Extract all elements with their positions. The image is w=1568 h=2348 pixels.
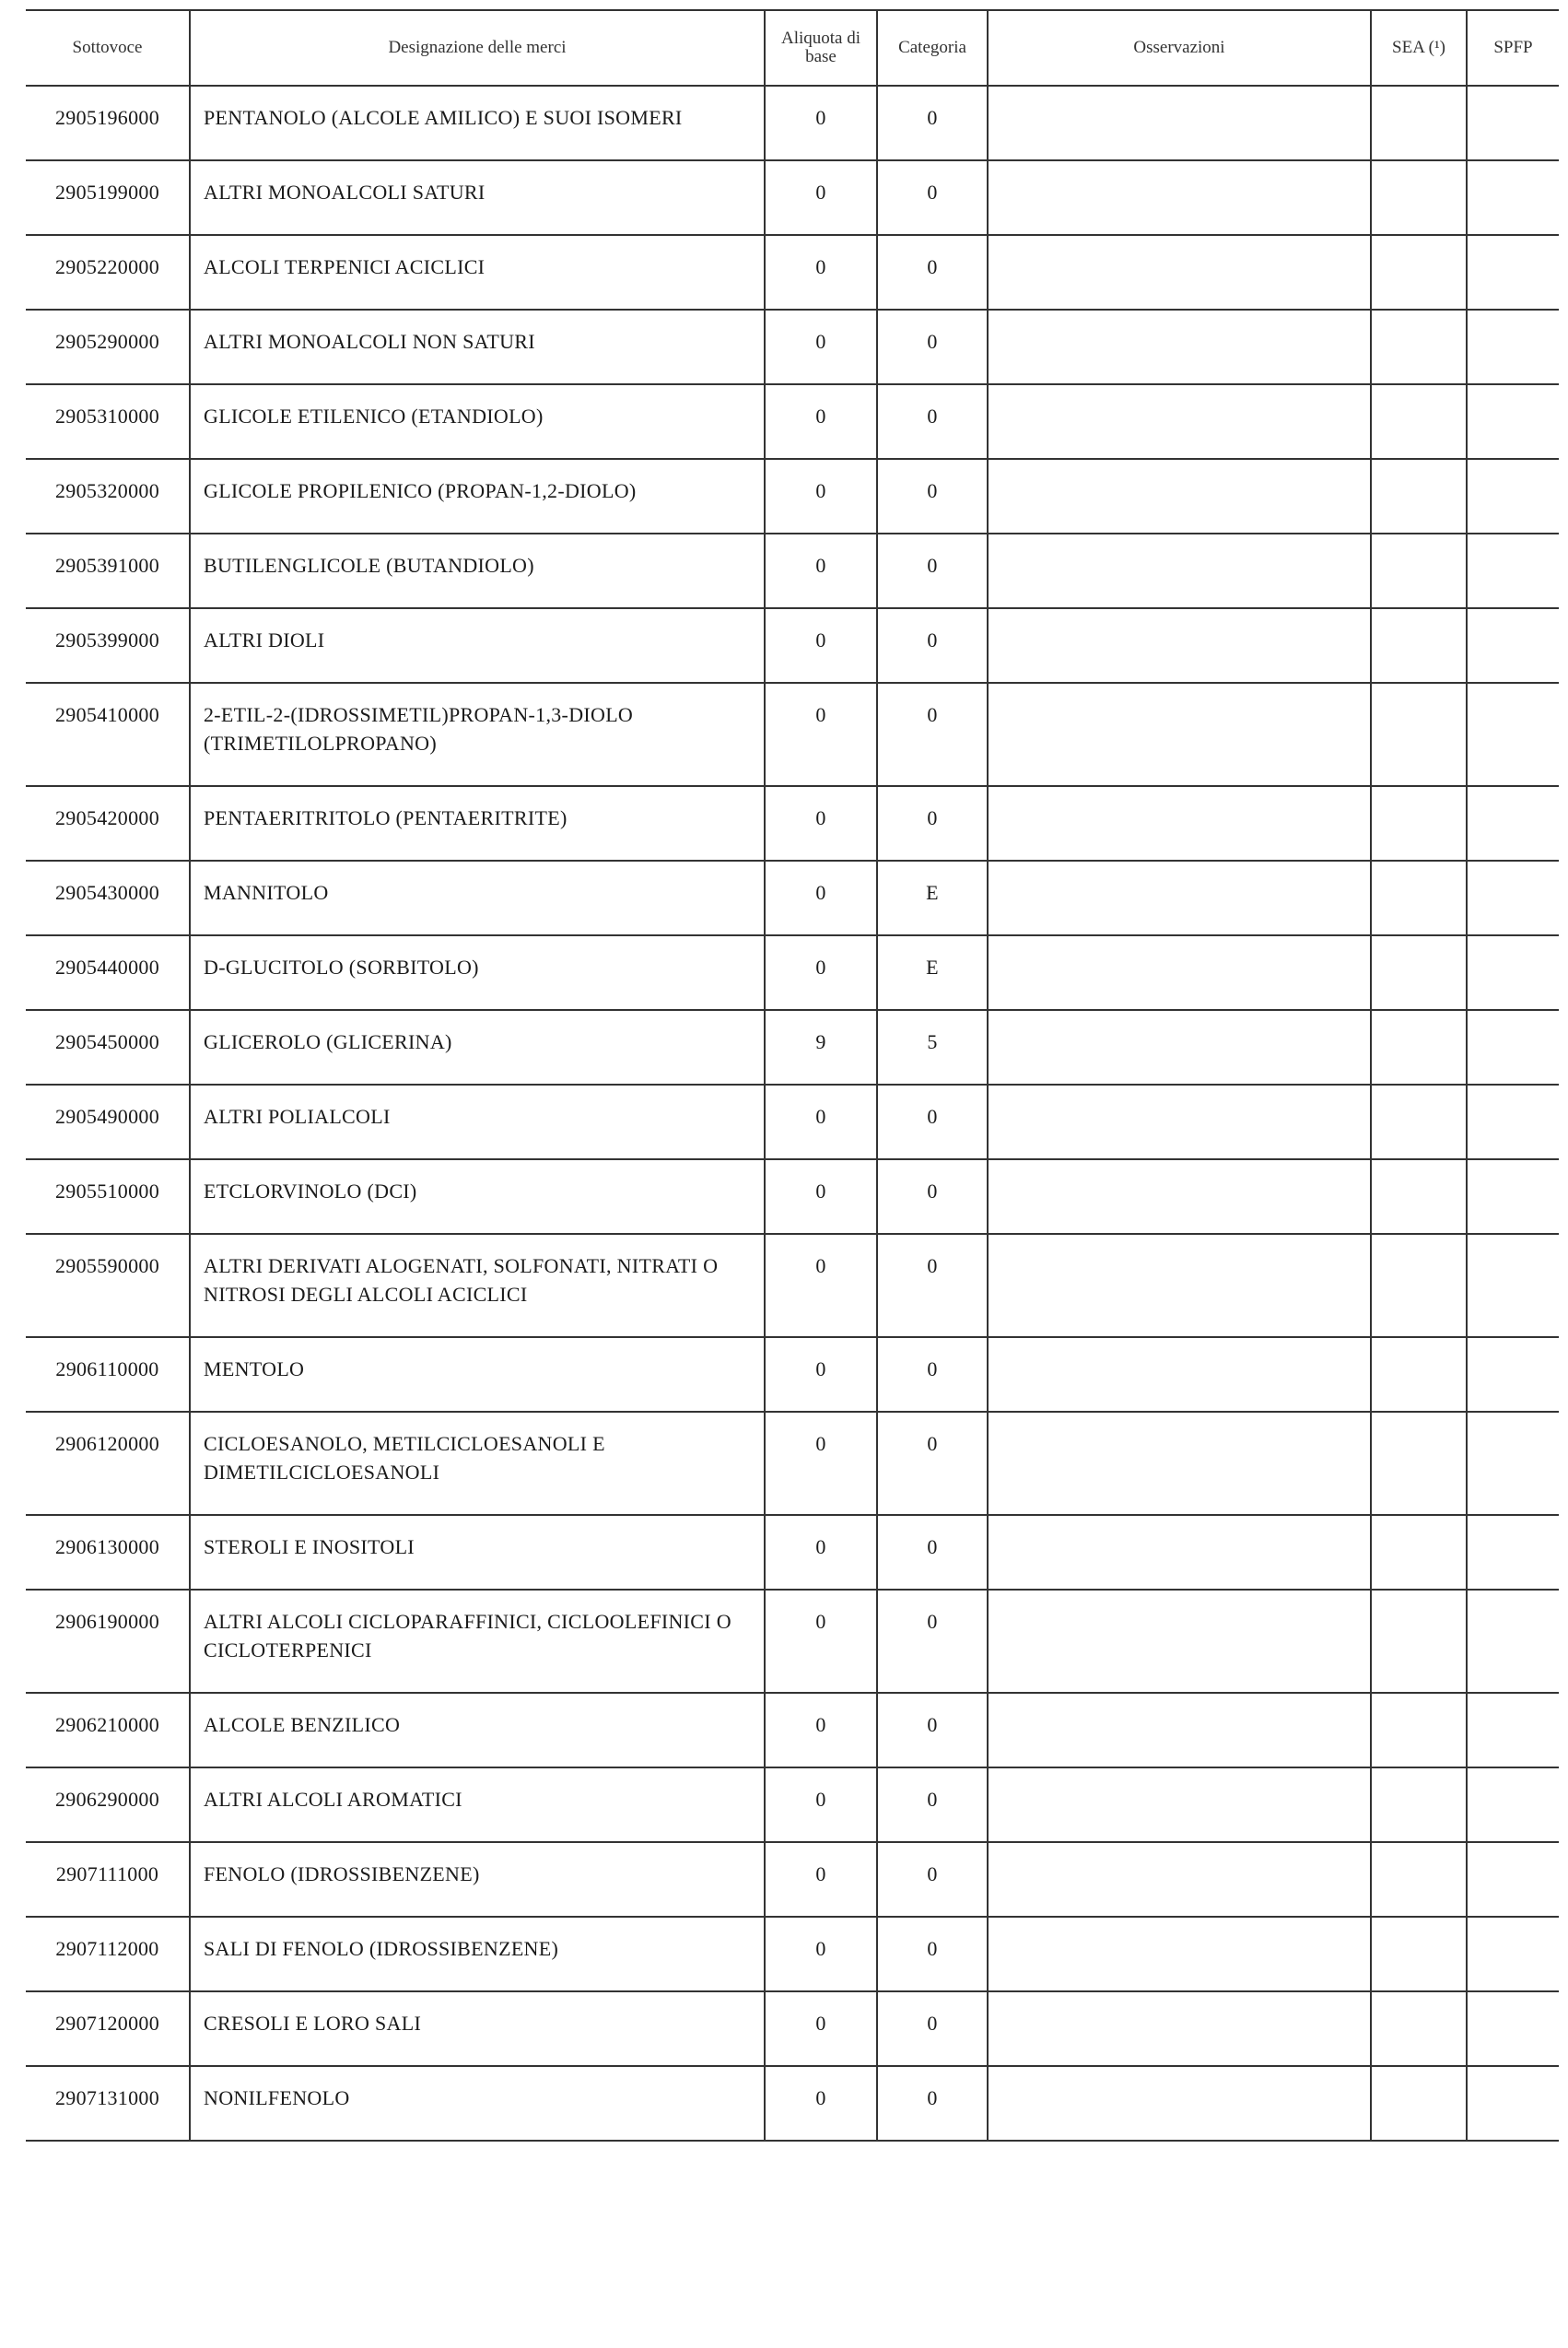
sea-cell bbox=[1371, 1917, 1467, 1991]
designazione-cell: FENOLO (IDROSSIBENZENE) bbox=[190, 1842, 765, 1917]
spfp-cell bbox=[1467, 1412, 1559, 1515]
header-row bbox=[26, 10, 1559, 86]
categoria-cell: 0 bbox=[877, 683, 988, 786]
aliquota-cell: 0 bbox=[765, 683, 877, 786]
table-row bbox=[26, 1590, 1559, 1693]
table-row bbox=[26, 86, 1559, 160]
spfp-cell bbox=[1467, 2066, 1559, 2141]
sea-cell bbox=[1371, 1515, 1467, 1590]
spfp-cell bbox=[1467, 861, 1559, 935]
header-designazione: Designazione delle merci bbox=[190, 10, 765, 86]
aliquota-cell: 0 bbox=[765, 1159, 877, 1234]
categoria-cell: 0 bbox=[877, 1767, 988, 1842]
sea-cell bbox=[1371, 2066, 1467, 2141]
aliquota-cell: 0 bbox=[765, 1917, 877, 1991]
table-body bbox=[26, 86, 1559, 2141]
sea-cell bbox=[1371, 608, 1467, 683]
designazione-cell: MENTOLO bbox=[190, 1337, 765, 1412]
spfp-cell bbox=[1467, 1842, 1559, 1917]
aliquota-cell: 0 bbox=[765, 384, 877, 459]
header-sottovoce: Sottovoce bbox=[26, 10, 190, 86]
sottovoce-cell: 2905220000 bbox=[26, 235, 190, 310]
categoria-cell: 0 bbox=[877, 86, 988, 160]
table-row bbox=[26, 1515, 1559, 1590]
aliquota-cell: 0 bbox=[765, 534, 877, 608]
categoria-cell: 0 bbox=[877, 1917, 988, 1991]
sea-cell bbox=[1371, 310, 1467, 384]
aliquota-cell: 0 bbox=[765, 160, 877, 235]
osservazioni-cell bbox=[988, 310, 1371, 384]
sea-cell bbox=[1371, 459, 1467, 534]
categoria-cell: 0 bbox=[877, 1842, 988, 1917]
aliquota-cell: 0 bbox=[765, 608, 877, 683]
spfp-cell bbox=[1467, 786, 1559, 861]
sea-cell bbox=[1371, 235, 1467, 310]
aliquota-cell: 0 bbox=[765, 86, 877, 160]
aliquota-cell: 0 bbox=[765, 235, 877, 310]
categoria-cell: 0 bbox=[877, 608, 988, 683]
categoria-cell: 0 bbox=[877, 1085, 988, 1159]
sottovoce-cell: 2906210000 bbox=[26, 1693, 190, 1767]
categoria-cell: 0 bbox=[877, 2066, 988, 2141]
designazione-cell: ALTRI MONOALCOLI SATURI bbox=[190, 160, 765, 235]
sottovoce-cell: 2905199000 bbox=[26, 160, 190, 235]
sea-cell bbox=[1371, 534, 1467, 608]
spfp-cell bbox=[1467, 384, 1559, 459]
table-row bbox=[26, 1767, 1559, 1842]
osservazioni-cell bbox=[988, 1515, 1371, 1590]
designazione-cell: ALCOLE BENZILICO bbox=[190, 1693, 765, 1767]
osservazioni-cell bbox=[988, 786, 1371, 861]
sottovoce-cell: 2905399000 bbox=[26, 608, 190, 683]
sottovoce-cell: 2906130000 bbox=[26, 1515, 190, 1590]
designazione-cell: PENTAERITRITOLO (PENTAERITRITE) bbox=[190, 786, 765, 861]
spfp-cell bbox=[1467, 1590, 1559, 1693]
sea-cell bbox=[1371, 1337, 1467, 1412]
categoria-cell: E bbox=[877, 935, 988, 1010]
sottovoce-cell: 2905450000 bbox=[26, 1010, 190, 1085]
designazione-cell: ETCLORVINOLO (DCI) bbox=[190, 1159, 765, 1234]
designazione-cell: ALTRI MONOALCOLI NON SATURI bbox=[190, 310, 765, 384]
categoria-cell: 0 bbox=[877, 235, 988, 310]
aliquota-cell: 0 bbox=[765, 861, 877, 935]
designazione-cell: CICLOESANOLO, METILCICLOESANOLI E DIMETILCICLOESANOLI bbox=[190, 1412, 765, 1515]
sea-cell bbox=[1371, 1767, 1467, 1842]
sea-cell bbox=[1371, 86, 1467, 160]
designazione-cell: 2-ETIL-2-(IDROSSIMETIL)PROPAN-1,3-DIOLO (TRIMETILOLPROPANO) bbox=[190, 683, 765, 786]
table-row bbox=[26, 786, 1559, 861]
sea-cell bbox=[1371, 1590, 1467, 1693]
aliquota-cell: 0 bbox=[765, 1590, 877, 1693]
designazione-cell: ALTRI DERIVATI ALOGENATI, SOLFONATI, NITRATI O NITROSI DEGLI ALCOLI ACICLICI bbox=[190, 1234, 765, 1337]
sea-cell bbox=[1371, 683, 1467, 786]
spfp-cell bbox=[1467, 1159, 1559, 1234]
osservazioni-cell bbox=[988, 2066, 1371, 2141]
sottovoce-cell: 2905510000 bbox=[26, 1159, 190, 1234]
sea-cell bbox=[1371, 1412, 1467, 1515]
sottovoce-cell: 2905590000 bbox=[26, 1234, 190, 1337]
spfp-cell bbox=[1467, 1991, 1559, 2066]
table-row bbox=[26, 1085, 1559, 1159]
designazione-cell: BUTILENGLICOLE (BUTANDIOLO) bbox=[190, 534, 765, 608]
table-row bbox=[26, 1337, 1559, 1412]
osservazioni-cell bbox=[988, 1337, 1371, 1412]
aliquota-cell: 0 bbox=[765, 1842, 877, 1917]
sea-cell bbox=[1371, 384, 1467, 459]
osservazioni-cell bbox=[988, 1412, 1371, 1515]
sea-cell bbox=[1371, 1693, 1467, 1767]
spfp-cell bbox=[1467, 459, 1559, 534]
designazione-cell: SALI DI FENOLO (IDROSSIBENZENE) bbox=[190, 1917, 765, 1991]
osservazioni-cell bbox=[988, 86, 1371, 160]
sottovoce-cell: 2906120000 bbox=[26, 1412, 190, 1515]
osservazioni-cell bbox=[988, 1010, 1371, 1085]
table-row bbox=[26, 1159, 1559, 1234]
sottovoce-cell: 2905440000 bbox=[26, 935, 190, 1010]
table-row bbox=[26, 1917, 1559, 1991]
spfp-cell bbox=[1467, 1515, 1559, 1590]
spfp-cell bbox=[1467, 1085, 1559, 1159]
table-row bbox=[26, 160, 1559, 235]
osservazioni-cell bbox=[988, 160, 1371, 235]
table-row bbox=[26, 534, 1559, 608]
sottovoce-cell: 2905310000 bbox=[26, 384, 190, 459]
categoria-cell: 0 bbox=[877, 459, 988, 534]
sea-cell bbox=[1371, 1159, 1467, 1234]
spfp-cell bbox=[1467, 86, 1559, 160]
designazione-cell: ALTRI POLIALCOLI bbox=[190, 1085, 765, 1159]
categoria-cell: 0 bbox=[877, 786, 988, 861]
sottovoce-cell: 2907131000 bbox=[26, 2066, 190, 2141]
categoria-cell: E bbox=[877, 861, 988, 935]
header-spfp: SPFP bbox=[1467, 10, 1559, 86]
sea-cell bbox=[1371, 1991, 1467, 2066]
sottovoce-cell: 2907111000 bbox=[26, 1842, 190, 1917]
aliquota-cell: 0 bbox=[765, 1412, 877, 1515]
spfp-cell bbox=[1467, 160, 1559, 235]
osservazioni-cell bbox=[988, 608, 1371, 683]
table-row bbox=[26, 235, 1559, 310]
aliquota-cell: 0 bbox=[765, 786, 877, 861]
categoria-cell: 5 bbox=[877, 1010, 988, 1085]
spfp-cell bbox=[1467, 683, 1559, 786]
header-aliquota: Aliquota di base bbox=[765, 10, 877, 86]
table-row bbox=[26, 1842, 1559, 1917]
osservazioni-cell bbox=[988, 384, 1371, 459]
designazione-cell: ALTRI ALCOLI AROMATICI bbox=[190, 1767, 765, 1842]
designazione-cell: PENTANOLO (ALCOLE AMILICO) E SUOI ISOMERI bbox=[190, 86, 765, 160]
spfp-cell bbox=[1467, 1767, 1559, 1842]
header-osservazioni: Osservazioni bbox=[988, 10, 1371, 86]
aliquota-cell: 0 bbox=[765, 1767, 877, 1842]
aliquota-cell: 0 bbox=[765, 1991, 877, 2066]
categoria-cell: 0 bbox=[877, 384, 988, 459]
osservazioni-cell bbox=[988, 534, 1371, 608]
designazione-cell: ALTRI ALCOLI CICLOPARAFFINICI, CICLOOLEFINICI O CICLOTERPENICI bbox=[190, 1590, 765, 1693]
sottovoce-cell: 2905430000 bbox=[26, 861, 190, 935]
designazione-cell: ALCOLI TERPENICI ACICLICI bbox=[190, 235, 765, 310]
sottovoce-cell: 2905290000 bbox=[26, 310, 190, 384]
designazione-cell: GLICOLE PROPILENICO (PROPAN-1,2-DIOLO) bbox=[190, 459, 765, 534]
spfp-cell bbox=[1467, 1693, 1559, 1767]
sottovoce-cell: 2906190000 bbox=[26, 1590, 190, 1693]
osservazioni-cell bbox=[988, 861, 1371, 935]
osservazioni-cell bbox=[988, 1693, 1371, 1767]
spfp-cell bbox=[1467, 235, 1559, 310]
table-row bbox=[26, 459, 1559, 534]
osservazioni-cell bbox=[988, 1917, 1371, 1991]
sottovoce-cell: 2906110000 bbox=[26, 1337, 190, 1412]
aliquota-cell: 0 bbox=[765, 459, 877, 534]
osservazioni-cell bbox=[988, 1842, 1371, 1917]
designazione-cell: GLICOLE ETILENICO (ETANDIOLO) bbox=[190, 384, 765, 459]
table-row bbox=[26, 608, 1559, 683]
spfp-cell bbox=[1467, 1337, 1559, 1412]
spfp-cell bbox=[1467, 1234, 1559, 1337]
sottovoce-cell: 2905391000 bbox=[26, 534, 190, 608]
sottovoce-cell: 2905420000 bbox=[26, 786, 190, 861]
sea-cell bbox=[1371, 1010, 1467, 1085]
table-row bbox=[26, 935, 1559, 1010]
aliquota-cell: 0 bbox=[765, 2066, 877, 2141]
header-categoria: Categoria bbox=[877, 10, 988, 86]
designazione-cell: CRESOLI E LORO SALI bbox=[190, 1991, 765, 2066]
designazione-cell: GLICEROLO (GLICERINA) bbox=[190, 1010, 765, 1085]
designazione-cell: NONILFENOLO bbox=[190, 2066, 765, 2141]
categoria-cell: 0 bbox=[877, 1693, 988, 1767]
aliquota-cell: 0 bbox=[765, 1085, 877, 1159]
sea-cell bbox=[1371, 1842, 1467, 1917]
osservazioni-cell bbox=[988, 1085, 1371, 1159]
spfp-cell bbox=[1467, 1010, 1559, 1085]
sottovoce-cell: 2905490000 bbox=[26, 1085, 190, 1159]
spfp-cell bbox=[1467, 310, 1559, 384]
header-sea: SEA (¹) bbox=[1371, 10, 1467, 86]
sea-cell bbox=[1371, 160, 1467, 235]
osservazioni-cell bbox=[988, 1590, 1371, 1693]
table-row bbox=[26, 861, 1559, 935]
designazione-cell: ALTRI DIOLI bbox=[190, 608, 765, 683]
designazione-cell: MANNITOLO bbox=[190, 861, 765, 935]
spfp-cell bbox=[1467, 608, 1559, 683]
osservazioni-cell bbox=[988, 235, 1371, 310]
spfp-cell bbox=[1467, 1917, 1559, 1991]
osservazioni-cell bbox=[988, 683, 1371, 786]
table-row bbox=[26, 683, 1559, 786]
aliquota-cell: 0 bbox=[765, 1515, 877, 1590]
sea-cell bbox=[1371, 786, 1467, 861]
sottovoce-cell: 2907120000 bbox=[26, 1991, 190, 2066]
table-row bbox=[26, 384, 1559, 459]
categoria-cell: 0 bbox=[877, 1159, 988, 1234]
spfp-cell bbox=[1467, 534, 1559, 608]
categoria-cell: 0 bbox=[877, 1337, 988, 1412]
sottovoce-cell: 2905196000 bbox=[26, 86, 190, 160]
osservazioni-cell bbox=[988, 459, 1371, 534]
spfp-cell bbox=[1467, 935, 1559, 1010]
aliquota-cell: 0 bbox=[765, 1234, 877, 1337]
designazione-cell: STEROLI E INOSITOLI bbox=[190, 1515, 765, 1590]
table-row bbox=[26, 1991, 1559, 2066]
categoria-cell: 0 bbox=[877, 1991, 988, 2066]
sea-cell bbox=[1371, 1085, 1467, 1159]
categoria-cell: 0 bbox=[877, 1412, 988, 1515]
osservazioni-cell bbox=[988, 1234, 1371, 1337]
sottovoce-cell: 2905320000 bbox=[26, 459, 190, 534]
sea-cell bbox=[1371, 935, 1467, 1010]
table-row bbox=[26, 1010, 1559, 1085]
sea-cell bbox=[1371, 861, 1467, 935]
sottovoce-cell: 2905410000 bbox=[26, 683, 190, 786]
tariff-table bbox=[26, 9, 1559, 2142]
table-row bbox=[26, 1412, 1559, 1515]
table-row bbox=[26, 1234, 1559, 1337]
designazione-cell: D-GLUCITOLO (SORBITOLO) bbox=[190, 935, 765, 1010]
categoria-cell: 0 bbox=[877, 160, 988, 235]
aliquota-cell: 0 bbox=[765, 935, 877, 1010]
osservazioni-cell bbox=[988, 935, 1371, 1010]
aliquota-cell: 0 bbox=[765, 1693, 877, 1767]
categoria-cell: 0 bbox=[877, 534, 988, 608]
table-row bbox=[26, 2066, 1559, 2141]
sottovoce-cell: 2907112000 bbox=[26, 1917, 190, 1991]
categoria-cell: 0 bbox=[877, 310, 988, 384]
aliquota-cell: 0 bbox=[765, 310, 877, 384]
sottovoce-cell: 2906290000 bbox=[26, 1767, 190, 1842]
table-row bbox=[26, 310, 1559, 384]
table-row bbox=[26, 1693, 1559, 1767]
aliquota-cell: 0 bbox=[765, 1337, 877, 1412]
categoria-cell: 0 bbox=[877, 1590, 988, 1693]
sea-cell bbox=[1371, 1234, 1467, 1337]
osservazioni-cell bbox=[988, 1991, 1371, 2066]
categoria-cell: 0 bbox=[877, 1515, 988, 1590]
categoria-cell: 0 bbox=[877, 1234, 988, 1337]
osservazioni-cell bbox=[988, 1767, 1371, 1842]
osservazioni-cell bbox=[988, 1159, 1371, 1234]
aliquota-cell: 9 bbox=[765, 1010, 877, 1085]
